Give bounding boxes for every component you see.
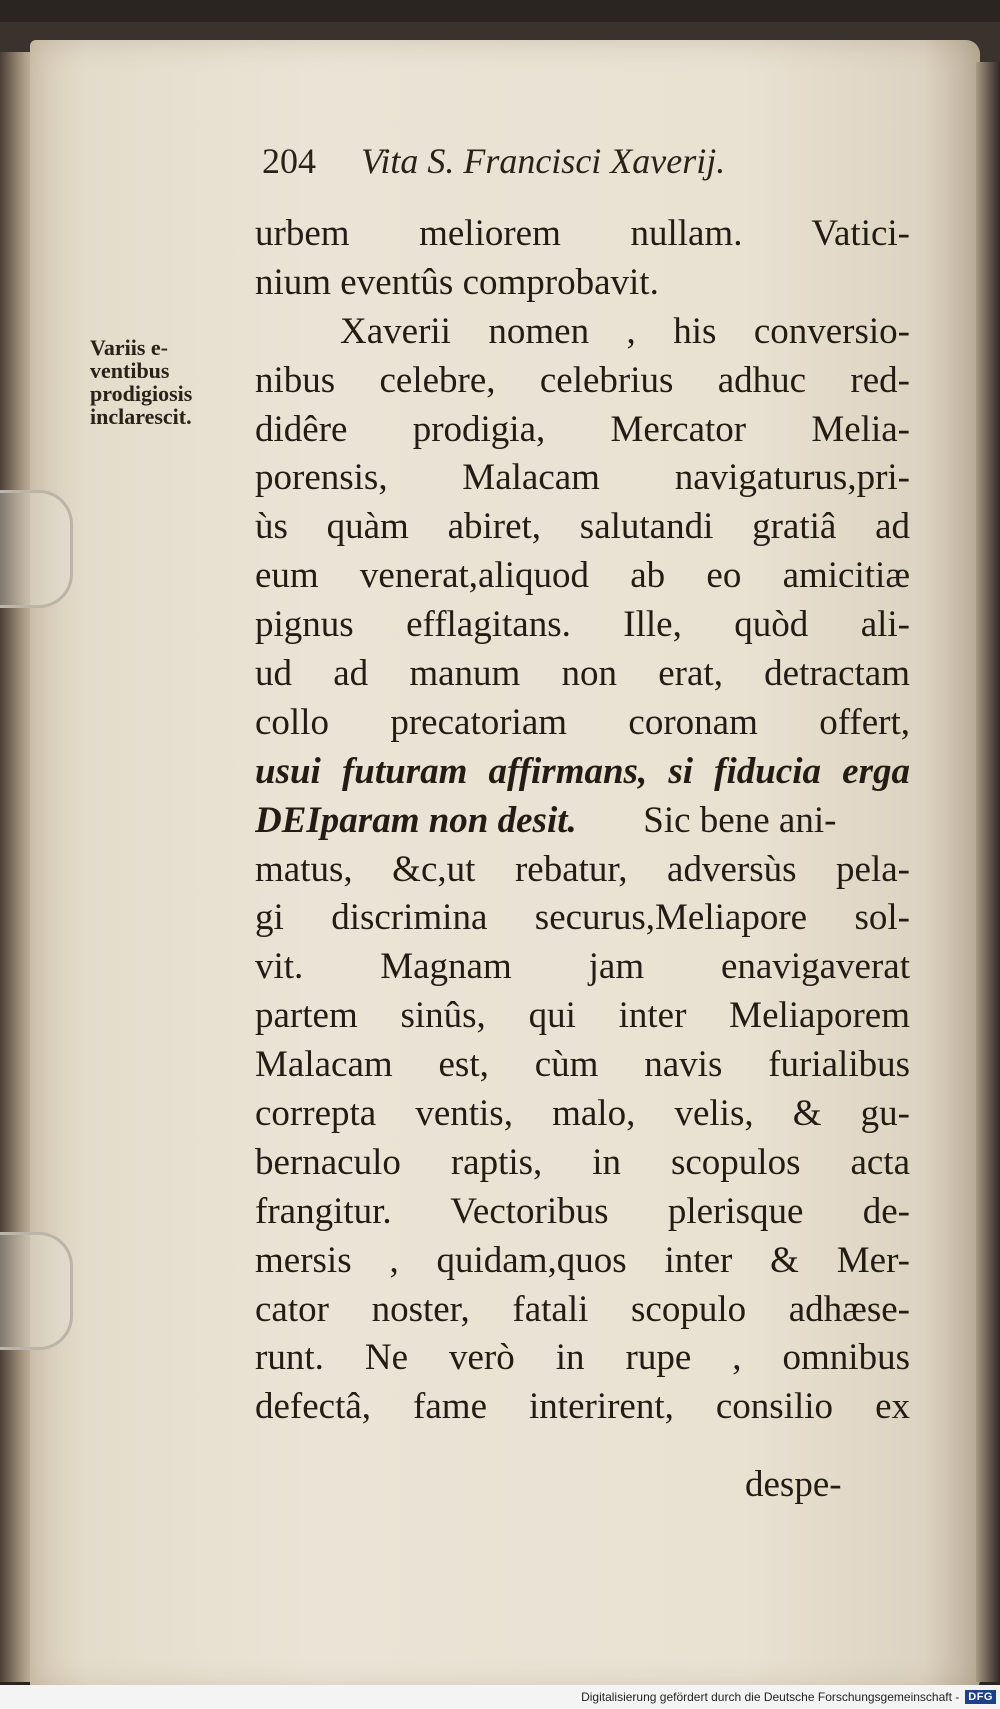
running-header — [262, 140, 862, 190]
text-line: Xaverii nomen , his conversio- — [340, 310, 910, 352]
text-line: nium eventûs comprobavit. — [255, 261, 659, 303]
margin-note-line: inclarescit. — [90, 404, 192, 429]
text-line: matus, &c,ut rebatur, adversùs pela- — [255, 848, 910, 890]
margin-note — [90, 336, 240, 428]
text-line: runt. Ne verò in rupe , omnibus — [255, 1337, 910, 1379]
text-line: frangitur. Vectoribus plerisque de- — [255, 1190, 910, 1232]
text-line: nibus celebre, celebrius adhuc red- — [255, 359, 910, 401]
text-line: mersis , quidam,quos inter & Mer- — [255, 1239, 910, 1281]
roman-text: Sic bene ani- — [643, 799, 837, 841]
text-line: correpta ventis, malo, velis, & gu- — [255, 1093, 910, 1135]
text-line: bernaculo raptis, in scopulos acta — [255, 1141, 910, 1183]
text-line-mixed — [255, 797, 910, 846]
text-line: Malacam est, cùm navis furialibus — [255, 1044, 910, 1086]
page-number: 204 — [262, 141, 316, 181]
text-line: urbem meliorem nullam. Vatici- — [255, 213, 910, 254]
text-line: collo precatoriam coronam offert, — [255, 701, 910, 743]
body-text — [255, 210, 910, 1432]
text-line: vit. Magnam jam enavigaverat — [255, 946, 910, 988]
text-line: eum venerat,aliquod ab eo amicitiæ — [255, 555, 910, 597]
text-line: defectâ, fame interirent, consilio ex — [255, 1386, 910, 1428]
dfg-logo-icon: DFG — [965, 1690, 996, 1704]
text-line: pignus efflagitans. Ille, quòd ali- — [255, 604, 910, 646]
page-clip-lower — [0, 1232, 73, 1350]
text-line: partem sinûs, qui inter Meliaporem — [255, 995, 910, 1037]
text-line: didêre prodigia, Mercator Melia- — [255, 408, 910, 450]
footer-credit: Digitalisierung gefördert durch die Deutsche Forschungsgemeinschaft - — [581, 1690, 960, 1704]
footer-bar — [0, 1685, 1000, 1709]
italic-text: DEIparam non desit. — [255, 799, 577, 841]
running-title: Vita S. Francisci Xaverij. — [361, 141, 726, 181]
text-line: gi discrimina securus,Meliapore sol- — [255, 897, 910, 939]
text-line: porensis, Malacam navigaturus,pri- — [255, 457, 910, 499]
margin-note-line: prodigiosis — [90, 381, 193, 406]
text-line: cator noster, fatali scopulo adhæse- — [255, 1288, 910, 1330]
catchword: despe- — [745, 1464, 842, 1505]
margin-note-line: Variis e- — [90, 335, 169, 360]
page-clip-upper — [0, 490, 73, 608]
text-line: ùs quàm abiret, salutandi gratiâ ad — [255, 506, 910, 548]
margin-note-line: ventibus — [90, 358, 170, 383]
page-edge-right — [976, 62, 1000, 1682]
text-line-italic: usui futuram affirmans, si fiducia erga — [255, 750, 910, 792]
text-line: ud ad manum non erat, detractam — [255, 653, 910, 695]
